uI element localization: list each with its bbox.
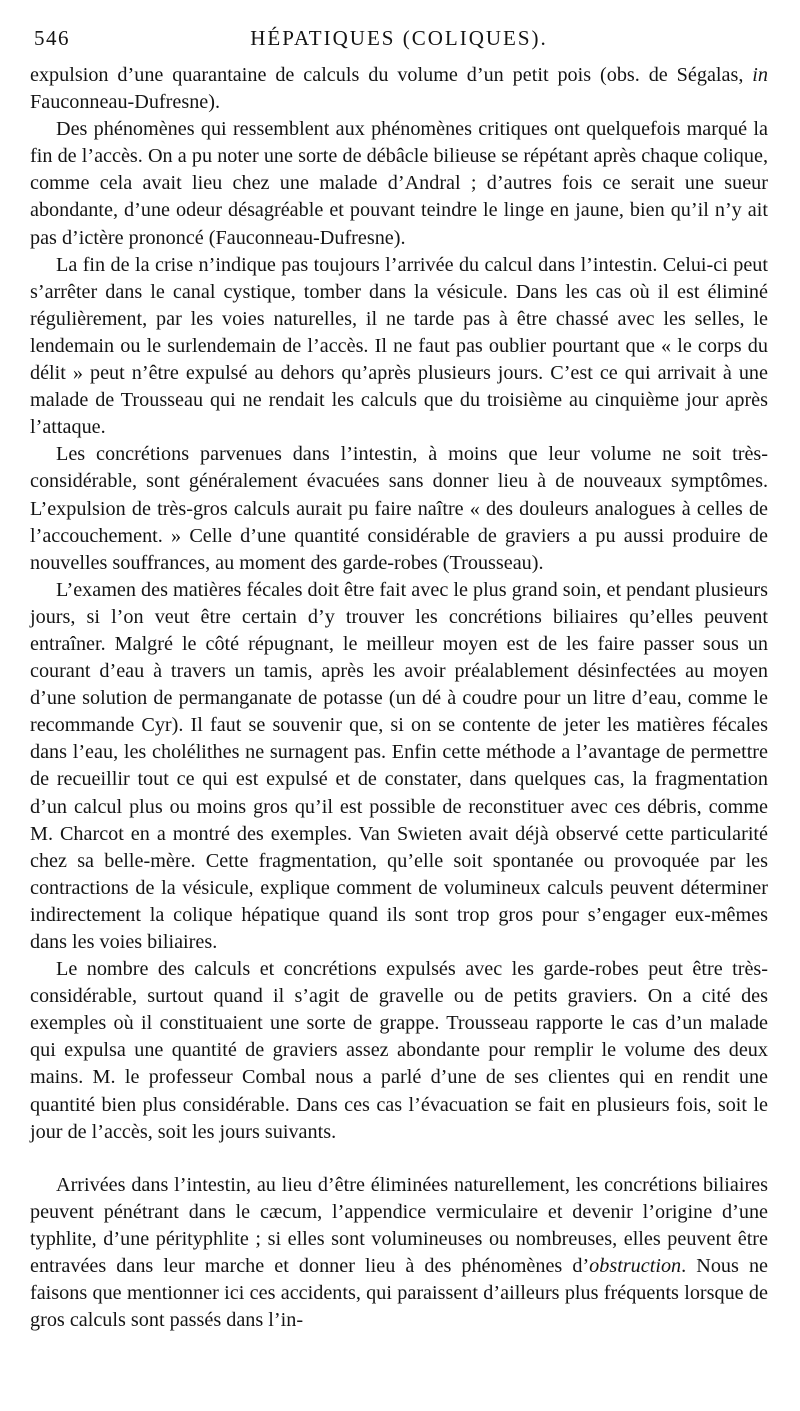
page-header xyxy=(30,22,768,62)
text-segment: . Nous ne faisons que mentionner ici ces accidents, qui paraissent d’ailleurs plus fréquents lorsque de gros calculs sont passés dans l’in- xyxy=(30,1255,768,1332)
paragraph: Des phénomènes qui ressemblent aux phénomènes critiques ont quelquefois marqué la fin de l’accès. On a pu noter une sorte de débâcle bilieuse se répétant après chaque colique, comme cela avait lieu chez une malade d’Andral ; d’autres fois ce serait une sueur abondante, d’une odeur désagréable et pouvant teindre le linge en jaune, bien qu’il n’y ait pas d’ictère prononcé (Fauconneau-Dufresne). xyxy=(30,118,768,249)
running-title: HÉPATIQUES (COLIQUES). xyxy=(250,26,548,50)
italic-text: in xyxy=(752,64,768,86)
text-segment: Fauconneau-Dufresne). xyxy=(30,91,221,114)
text-segment: expulsion d’une quarantaine de calculs du volume d’un petit pois (obs. de Ségalas, xyxy=(30,64,753,86)
page-number: 546 xyxy=(34,26,70,50)
paragraph: La fin de la crise n’indique pas toujours l’arrivée du calcul dans l’intestin. Celui-ci peut s’arrêter dans le canal cystique, tomber dans la vésicule. Dans les cas où il est éliminé régulièrement, par les voies naturelles, il ne tarde pas à être chassé avec les selles, le lendemain ou le surlendemain de l’accès. Il ne faut pas oublier pourtant que « le corps du délit » peut n’être expulsé au dehors qu’après plusieurs jours. C’est ce qui arrivait à une malade de Trousseau qui ne rendait les calculs que du troisième au cinquième jour après l’attaque. xyxy=(30,253,768,439)
paragraph: Le nombre des calculs et concrétions expulsés avec les garde-robes peut être très-considérable, surtout quand il s’agit de gravelle ou de petits graviers. On a cité des exemples où il constituaient une sorte de grappe. Trousseau rapporte le cas d’un malade qui expulsa une quantité de graviers assez abondante pour remplir le volume des deux mains. M. le professeur Combal nous a parlé d’une de ses clientes qui en rendit une quantité bien plus considérable. Dans ces cas l’évacuation se fait en plusieurs fois, soit le jour de l’accès, soit les jours suivants. xyxy=(30,958,768,1143)
paragraph: L’examen des matières fécales doit être fait avec le plus grand soin, et pendant plusieurs jours, si l’on veut être certain d’y trouver les concrétions biliaires qu’elles peuvent entraîner. Malgré le côté répugnant, le meilleur moyen est de les faire passer sous un courant d’eau à travers un tamis, après les avoir préalablement désinfectées au moyen d’une solution de permanganate de potasse (un dé à coudre pour un litre d’eau, comme le recommande Cyr). Il faut se souvenir que, si on se contente de jeter les matières fécales dans l’eau, les cholélithes ne surnagent pas. Enfin cette méthode a l’avantage de permettre de recueillir tout ce qui est expulsé et de constater, dans quelques cas, la fragmentation d’un calcul plus ou moins gros qu’il est possible de reconstituer avec ces débris, comme M. Charcot en a montré des exemples. Van Swieten avait déjà observé cette particularité chez sa belle-mère. Cette fragmentation, qu’elle soit spontanée ou provoquée par les contractions de la vésicule, explique comment de volumineux calculs peuvent déterminer indirectement la colique hépatique quand ils sont trop gros pour s’engager eux-mêmes dans les voies biliaires. xyxy=(30,578,768,953)
book-page xyxy=(30,22,768,1334)
paragraph xyxy=(30,1172,768,1335)
body-text xyxy=(30,62,768,1334)
text-segment: Arrivées dans l’intestin, au lieu d’être éliminées naturellement, les concrétions biliaires peuvent pénétrant dans le cæcum, l’appendice vermiculaire et devenir l’origine d’une typhlite, d’une pérityphlite ; si elles sont volumineuses ou nombreuses, elles peuvent être entravées dans leur marche et donner lieu à des phénomènes d’ xyxy=(30,1173,768,1278)
paragraph-continuation xyxy=(30,62,768,116)
italic-text: obstruction xyxy=(589,1255,682,1278)
paragraph: Les concrétions parvenues dans l’intestin, à moins que leur volume ne soit très-considérable, sont généralement évacuées sans donner lieu à de nouveaux symptômes. L’expulsion de très-gros calculs aurait pu faire naître « des douleurs analogues à celles de l’accouchement. » Celle d’une quantité considérable de graviers a pu aussi produire de nouvelles souffrances, au moment des garde-robes (Trousseau). xyxy=(30,443,768,574)
